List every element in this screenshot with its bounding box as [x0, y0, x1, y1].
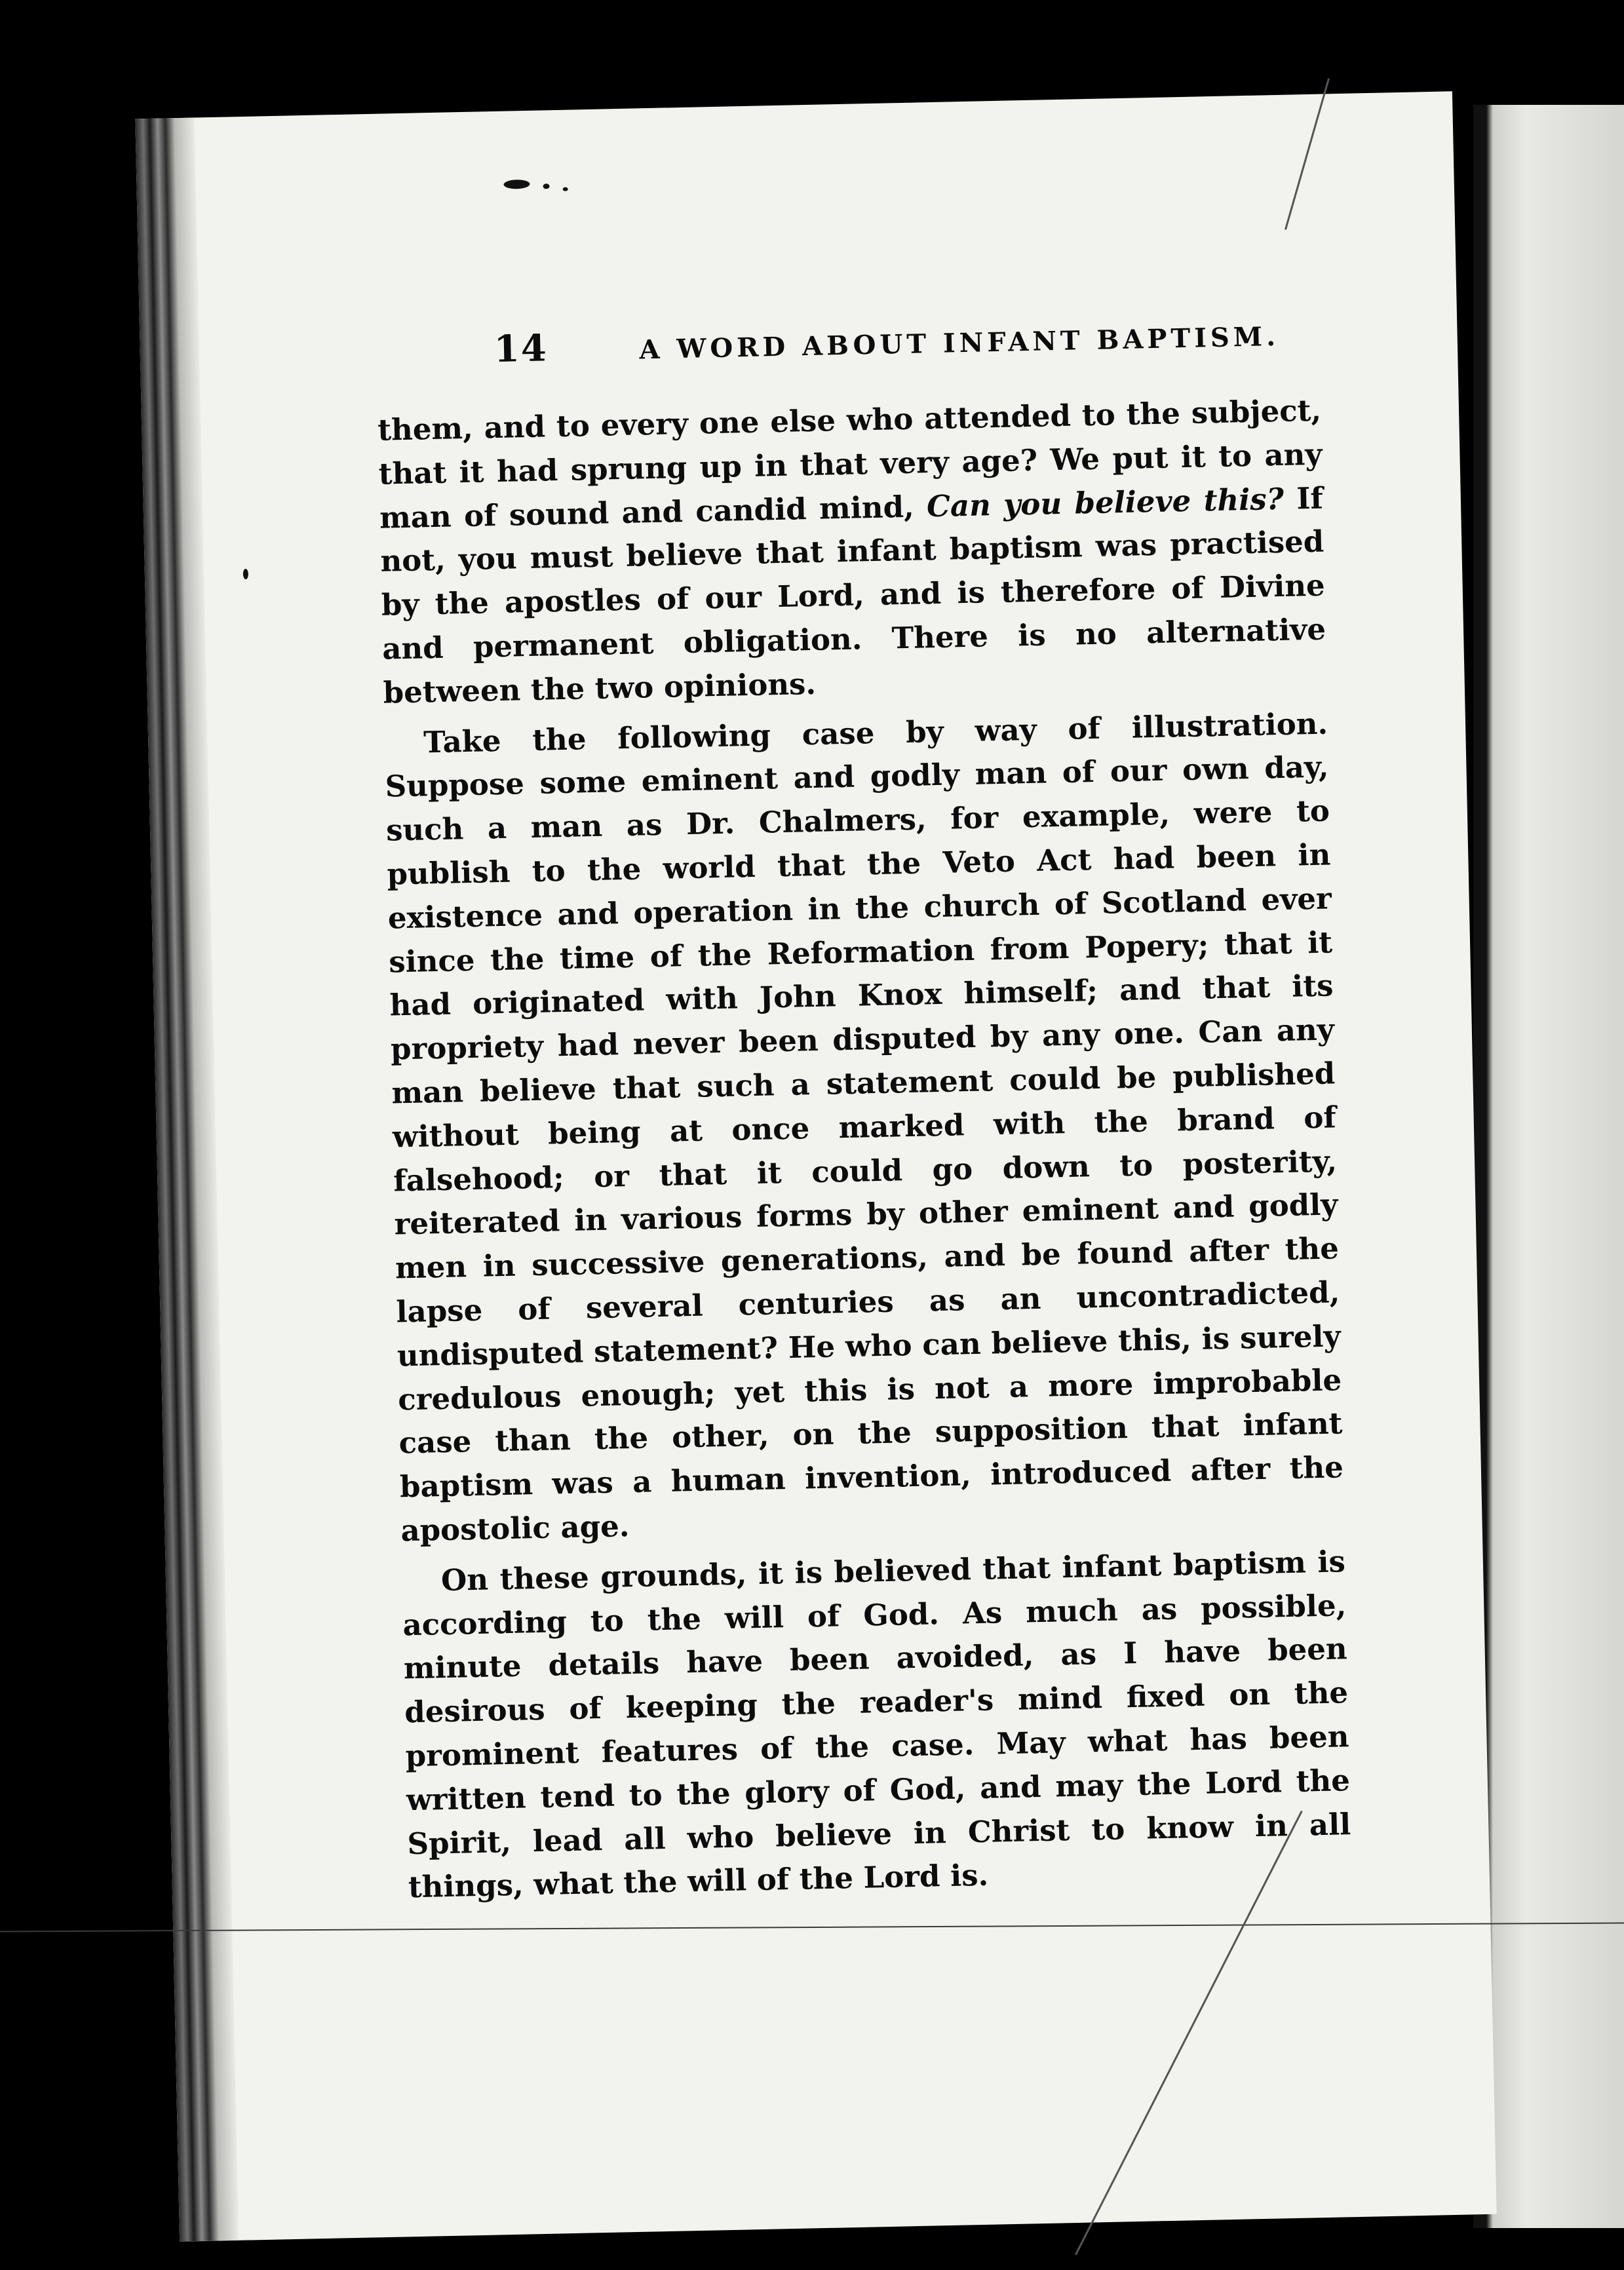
paragraph-3: On these grounds, it is believed that infant baptism is according to the will of God. As much as possible, minute details have been avoided, as I have been desirous of keeping the reader's mind fixed on the prominent features of the case. May what has been written tend to the glory of God, and may the Lord the Spirit, lead all who believe in Christ to know in all things, what the will of the Lord is.: [402, 1543, 1351, 1905]
margin-speck: [243, 569, 248, 579]
running-header: [493, 311, 1313, 371]
ink-speck: [563, 187, 568, 191]
book-page: [135, 91, 1496, 2241]
paragraph-1-italic: Can you believe this?: [926, 481, 1285, 524]
paragraph-1: [377, 389, 1327, 716]
running-title: A WORD ABOUT INFANT BAPTISM.: [638, 320, 1280, 366]
page-number: 14: [493, 326, 549, 372]
adjacent-page-edge: [1473, 105, 1624, 2228]
paragraph-2: Take the following case by way of illustration. Suppose some eminent and godly man of our own day, such a man as Dr. Chalmers, for example, were to publish to the world that the Veto Act had been in existence and operation in the church of Scotland ever since the time of the Reformation from Popery; that it had originated with John Knox himself; and that its propriety had never been disputed by any one. Can any man believe that such a statement could be published without being at once marked with the brand of falsehood; or that it could go down to posterity, reiterated in various forms by other eminent and godly men in successive generations, and be found after the lapse of several centuries as an uncontradicted, undisputed statement? He who can believe this, is surely credulous enough; yet this is not a more improbable case than the other, on the supposition that infant baptism was a human invention, introduced after the apostolic age.: [385, 706, 1344, 1549]
ink-blot: [503, 180, 530, 189]
paragraph-1-text-end: If not, you must believe that infant baptism was practised by the apostles of our Lord, and is therefore of Divine and permanent obligation. There is no alternative between the two opinions.: [379, 480, 1326, 710]
body-text: [377, 389, 1353, 1917]
paragraph-1-text: them, and to every one else who attended to the subject, that it had sprung up in that very age? We put it to any man of sound and candid mind,: [377, 393, 1323, 535]
ink-speck: [543, 183, 550, 189]
